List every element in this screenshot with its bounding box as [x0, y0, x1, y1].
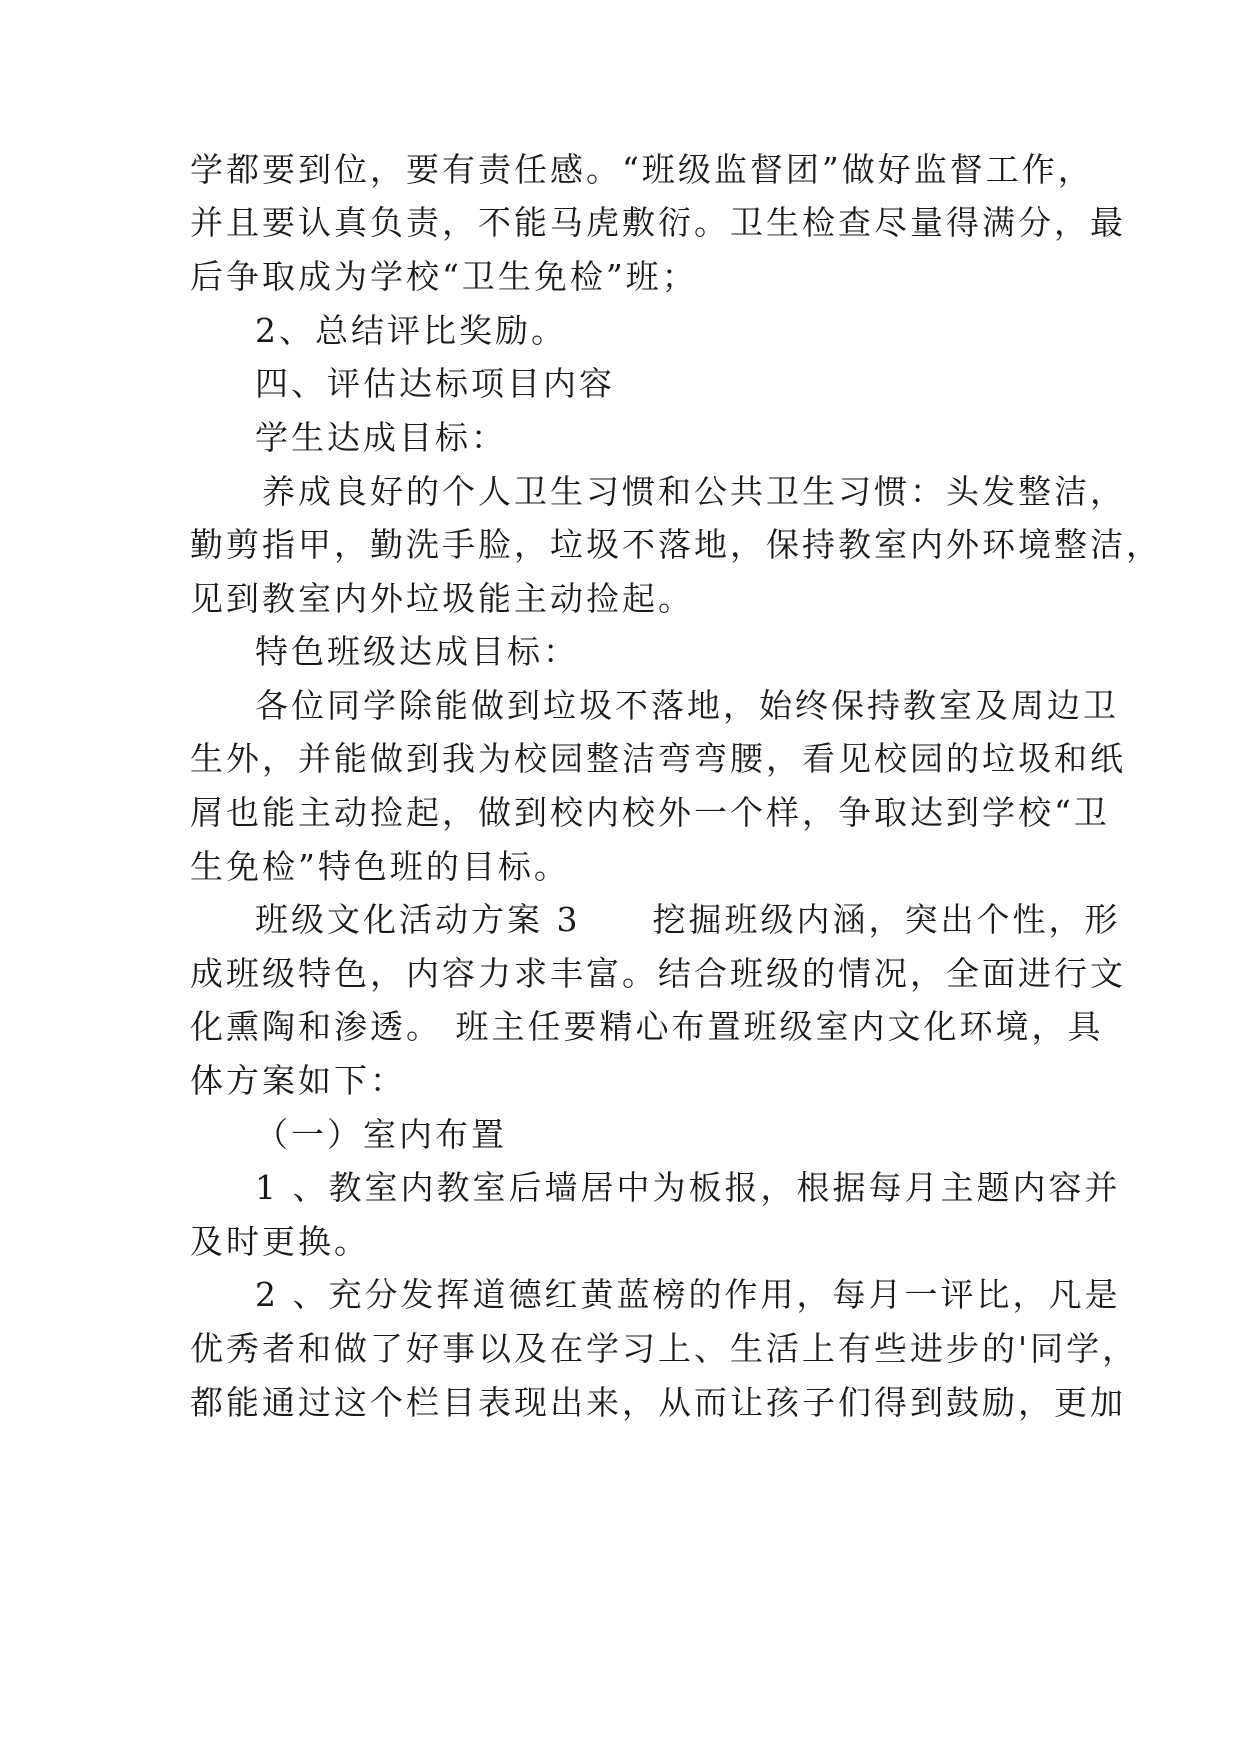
text-line: 各位同学除能做到垃圾不落地，始终保持教室及周边卫 — [255, 686, 1119, 725]
subheading: 学生达成目标： — [255, 418, 507, 457]
text-line: 化熏陶和渗透。 班主任要精心布置班级室内文化环境，具 — [190, 1007, 1104, 1046]
text-line: 都能通过这个栏目表现出来，从而让孩子们得到鼓励，更加 — [190, 1383, 1126, 1422]
text-line: 成班级特色，内容力求丰富。结合班级的情况，全面进行文 — [190, 954, 1126, 993]
text-line: 后争取成为学校“卫生免检”班； — [190, 257, 698, 296]
text-line: 优秀者和做了好事以及在学习上、生活上有些进步的'同学， — [190, 1329, 1139, 1368]
text-line: 体方案如下： — [190, 1061, 406, 1100]
text-line: 1 、教室内教室后墙居中为板报，根据每月主题内容并 — [255, 1168, 1121, 1207]
text-line: 养成良好的个人卫生习惯和公共卫生习惯：头发整洁， — [262, 472, 1126, 511]
text-line: 见到教室内外垃圾能主动捡起。 — [190, 579, 694, 618]
section-heading: （一）室内布置 — [255, 1115, 507, 1154]
text-line: 勤剪指甲，勤洗手脸，垃圾不落地，保持教室内外环境整洁， — [190, 525, 1162, 564]
subheading: 特色班级达成目标： — [255, 632, 579, 671]
text-line: 生免检”特色班的目标。 — [190, 847, 570, 886]
text-line: 生外，并能做到我为校园整洁弯弯腰，看见校园的垃圾和纸 — [190, 739, 1126, 778]
text-line: 2、总结评比奖励。 — [255, 311, 567, 350]
text-line: 屑也能主动捡起，做到校内校外一个样，争取达到学校“卫 — [190, 793, 1110, 832]
text-line: 2 、充分发挥道德红黄蓝榜的作用，每月一评比，凡是 — [255, 1275, 1121, 1314]
section-heading: 四、评估达标项目内容 — [255, 364, 615, 403]
text-line: 学都要到位，要有责任感。“班级监督团”做好监督工作， — [190, 150, 1094, 189]
text-line: 及时更换。 — [190, 1222, 370, 1261]
text-line: 班级文化活动方案 3 挖掘班级内涵，突出个性，形 — [255, 900, 1121, 939]
text-line: 并且要认真负责，不能马虎敷衍。卫生检查尽量得满分，最 — [190, 203, 1126, 242]
